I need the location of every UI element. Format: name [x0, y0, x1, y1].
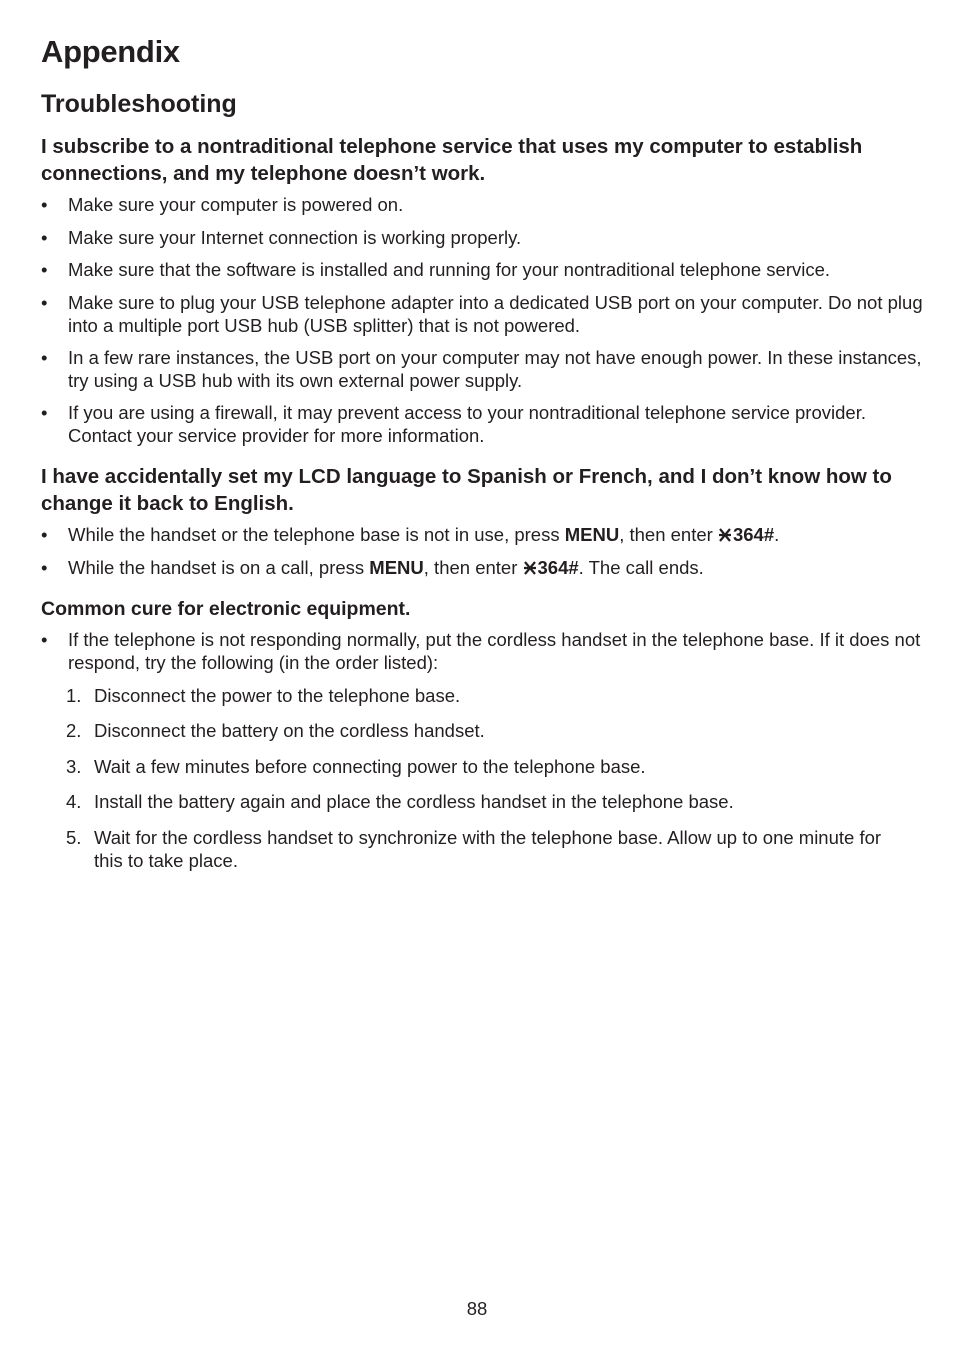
bullet-mark: • [41, 227, 48, 248]
page-number: 88 [466, 1298, 488, 1319]
instruction-text: While the handset is on a call, press [68, 557, 370, 578]
instruction-text: While the handset or the telephone base is not in use, press [68, 524, 565, 545]
bullet-mark: • [41, 347, 48, 368]
list-item-text [68, 556, 923, 579]
question-1: I subscribe to a nontraditional telephone service that uses my computer to establish connections, and my telephone doesn’t work. [41, 135, 863, 185]
list-item-text: Make sure that the software is installed and running for your nontraditional telephone service. [68, 259, 831, 280]
list-item-text: If the telephone is not responding normally, put the cordless handset in the telephone base. If it does not respond, try the following (in the order listed): [68, 629, 921, 673]
star-key-icon [523, 561, 537, 575]
bullet-mark: • [41, 402, 48, 423]
step-text: Install the battery again and place the cordless handset in the telephone base. [94, 791, 734, 812]
bullet-mark: • [41, 524, 48, 545]
list-item-text: Make sure your computer is powered on. [68, 194, 404, 215]
step-text: Wait a few minutes before connecting power to the telephone base. [94, 756, 646, 777]
list-item-text [68, 523, 923, 546]
question-2: I have accidentally set my LCD language to Spanish or French, and I don’t know how to change it back to English. [41, 465, 892, 515]
bullet-mark: • [41, 194, 48, 215]
menu-key-label: MENU [369, 557, 424, 578]
instruction-text: , then enter [619, 524, 718, 545]
list-item-text: If you are using a firewall, it may prevent access to your nontraditional telephone service provider. Contact your service provider for more information. [68, 402, 866, 446]
key-sequence [718, 524, 774, 545]
key-sequence [523, 557, 579, 578]
bullet-mark: • [41, 629, 48, 650]
step-number: 3. [66, 756, 82, 777]
menu-key-label: MENU [564, 524, 620, 545]
bullet-mark: • [41, 292, 48, 313]
list-item-text: In a few rare instances, the USB port on your computer may not have enough power. In these instances, try using a USB hub with its own external power supply. [68, 347, 922, 391]
common-cure-heading: Common cure for electronic equipment. [41, 598, 411, 620]
bullet-mark: • [41, 259, 48, 280]
instruction-text: . The call ends. [578, 557, 704, 578]
step-text: Disconnect the power to the telephone base. [94, 685, 461, 706]
instruction-text: , then enter [423, 557, 523, 578]
step-number: 2. [66, 720, 82, 741]
step-number: 5. [66, 827, 82, 848]
list-item-text: Make sure your Internet connection is working properly. [68, 227, 522, 248]
instruction-text: . [774, 524, 780, 545]
list-item-text: Make sure to plug your USB telephone adapter into a dedicated USB port on your computer. Do not plug into a multiple port USB hub (USB splitter) that is not powered. [68, 292, 923, 336]
step-text: Wait for the cordless handset to synchronize with the telephone base. Allow up to one minute for this to take place. [94, 827, 882, 871]
key-sequence-digits: 364# [732, 524, 775, 545]
step-number: 4. [66, 791, 82, 812]
key-sequence-digits: 364# [537, 557, 579, 578]
section-heading: Troubleshooting [41, 90, 237, 118]
step-number: 1. [66, 685, 82, 706]
page-heading: Appendix [41, 34, 180, 69]
star-key-icon [718, 528, 732, 542]
step-text: Disconnect the battery on the cordless handset. [94, 720, 485, 741]
bullet-mark: • [41, 557, 48, 578]
